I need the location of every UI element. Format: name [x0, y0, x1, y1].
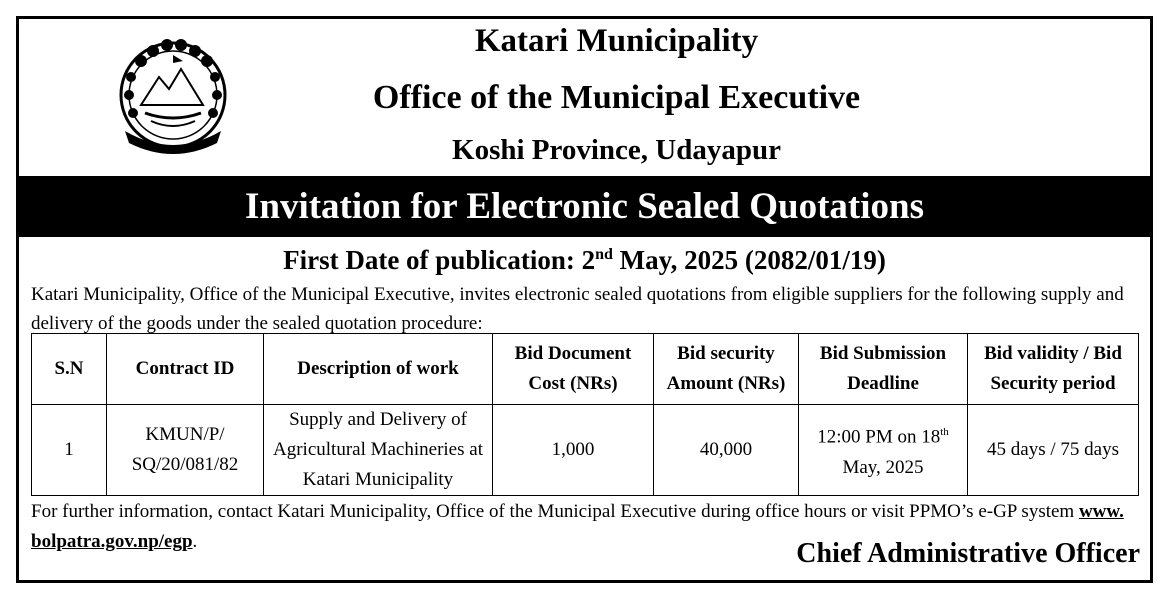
cell-validity: 45 days / 75 days: [968, 405, 1139, 496]
cell-contract-id: KMUN/P/ SQ/20/081/82: [107, 405, 264, 496]
table-row: [32, 405, 1139, 496]
col-deadline: Bid Submission Deadline: [799, 334, 968, 405]
col-security: Bid security Amount (NRs): [654, 334, 799, 405]
col-description: Description of work: [264, 334, 493, 405]
location-title: Koshi Province, Udayapur: [452, 134, 781, 166]
deadline-date: May, 2025: [842, 456, 924, 478]
table-header-row: [32, 334, 1139, 405]
deadline-time: 12:00 PM on 18: [817, 426, 941, 448]
signature: Chief Administrative Officer: [796, 538, 1140, 569]
col-contract-id: Contract ID: [107, 334, 264, 405]
cell-security: 40,000: [654, 405, 799, 496]
intro-paragraph: Katari Municipality, Office of the Municipal Executive, invites electronic sealed quotations from eligible suppliers for the following supply and delivery of the goods under the sealed quotation procedure:: [31, 284, 1124, 334]
quotation-table: [31, 333, 1139, 496]
col-doc-cost: Bid Document Cost (NRs): [493, 334, 654, 405]
cell-description: Supply and Delivery of Agricultural Machineries at Katari Municipality: [264, 405, 493, 496]
col-validity: Bid validity / Bid Security period: [968, 334, 1139, 405]
office-title: Office of the Municipal Executive: [372, 79, 861, 116]
publication-rest: May, 2025 (2082/01/19): [612, 245, 886, 275]
notice-title-banner: Invitation for Electronic Sealed Quotations: [19, 176, 1150, 237]
publication-label: First Date of publication: 2: [283, 245, 596, 275]
cell-deadline: [799, 405, 968, 496]
cell-doc-cost: 1,000: [493, 405, 654, 496]
cell-sn: 1: [32, 405, 107, 496]
footer-text: For further information, contact Katari Municipality, Office of the Municipal Executive during office hours or visit PPMO’s e-GP system: [31, 501, 1079, 522]
col-sn: S.N: [32, 334, 107, 405]
notice-frame: [16, 16, 1153, 583]
egp-link[interactable]: www. bolpatra.gov.np/egp: [31, 501, 1124, 552]
publication-day-suffix: nd: [595, 246, 613, 263]
footer-period: .: [192, 531, 198, 552]
deadline-suffix: th: [940, 426, 949, 439]
municipality-title: Katari Municipality: [474, 23, 759, 59]
publication-date: [19, 245, 1150, 276]
